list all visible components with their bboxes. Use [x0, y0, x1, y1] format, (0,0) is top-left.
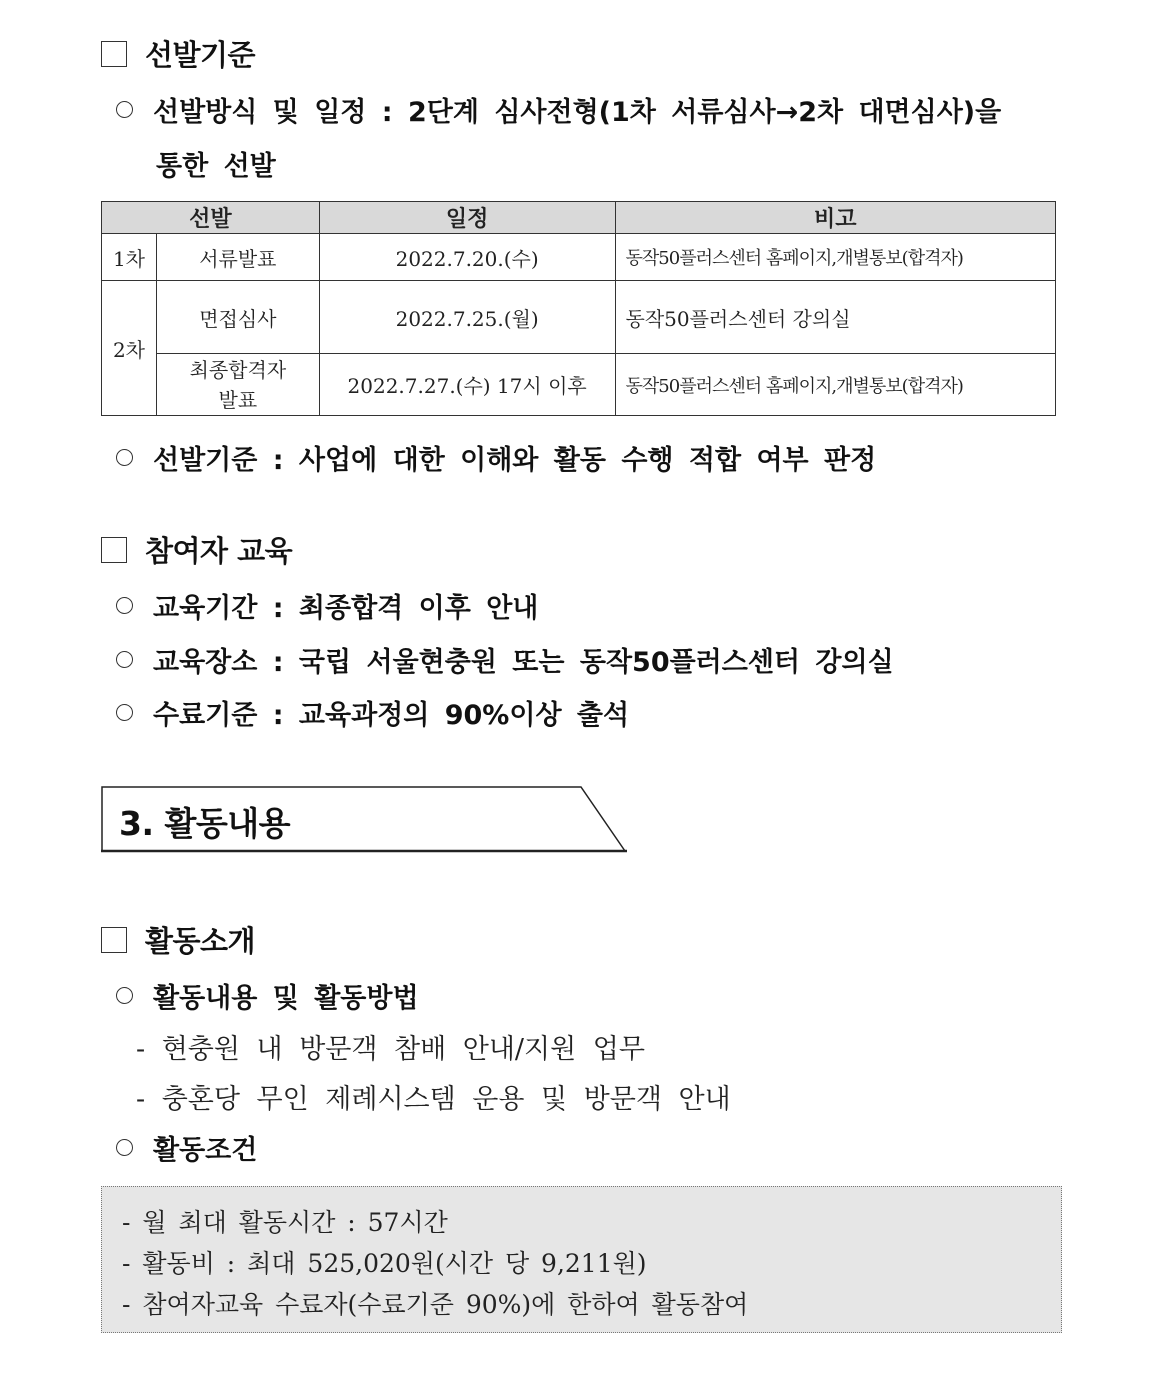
education-item-text: 교육장소 : 국립 서울현충원 또는 동작50플러스센터 강의실 — [153, 647, 894, 678]
circle-bullet-icon — [116, 1139, 133, 1156]
activity-content-title: 활동내용 및 활동방법 — [153, 983, 419, 1014]
section-activity-heading — [101, 919, 255, 960]
round-cell: 1차 — [102, 234, 157, 281]
circle-bullet-icon — [116, 597, 133, 614]
stage-line-1: 최종합격자 — [189, 357, 287, 382]
education-item-text: 교육기간 : 최종합격 이후 안내 — [153, 593, 539, 624]
chapter-banner — [101, 786, 627, 852]
stage-cell: 서류발표 — [156, 234, 319, 281]
header-schedule: 일정 — [319, 202, 615, 234]
square-bullet-icon — [101, 927, 127, 953]
circle-bullet-icon — [116, 101, 133, 118]
section-title: 참여자 교육 — [145, 534, 293, 568]
chapter-title: 3. 활동내용 — [119, 804, 290, 843]
note-cell: 동작50플러스센터 홈페이지,개별통보(합격자) — [615, 234, 1055, 281]
square-bullet-icon — [101, 537, 127, 563]
activity-content-detail: - 충혼당 무인 제례시스템 운용 및 방문객 안내 — [136, 1084, 731, 1115]
note-cell: 동작50플러스센터 홈페이지,개별통보(합격자) — [615, 354, 1055, 416]
header-selection: 선발 — [102, 202, 320, 234]
date-cell: 2022.7.25.(월) — [319, 281, 615, 354]
section-education-heading — [101, 529, 292, 570]
conditions-box — [101, 1186, 1062, 1333]
circle-bullet-icon — [116, 651, 133, 668]
table-row — [102, 234, 1056, 281]
header-note: 비고 — [615, 202, 1055, 234]
circle-bullet-icon — [116, 987, 133, 1004]
activity-conditions-item — [116, 1128, 257, 1167]
circle-bullet-icon — [116, 704, 133, 721]
square-bullet-icon — [101, 41, 127, 67]
selection-criteria-item — [116, 438, 876, 477]
round-cell: 2차 — [102, 281, 157, 416]
date-cell: 2022.7.27.(수) 17시 이후 — [319, 354, 615, 416]
selection-method-continuation: 통한 선발 — [156, 151, 276, 182]
education-item — [116, 693, 629, 732]
condition-line: - 활동비 : 최대 525,020원(시간 당 9,211원) — [122, 1249, 647, 1278]
note-cell: 동작50플러스센터 강의실 — [615, 281, 1055, 354]
education-item-text: 수료기준 : 교육과정의 90%이상 출석 — [153, 700, 630, 731]
activity-content-detail: - 현충원 내 방문객 참배 안내/지원 업무 — [136, 1034, 645, 1065]
table-header-row — [102, 202, 1056, 234]
selection-criteria-text: 선발기준 : 사업에 대한 이해와 활동 수행 적합 여부 판정 — [153, 445, 877, 476]
section-title: 활동소개 — [145, 924, 256, 958]
section-title: 선발기준 — [145, 38, 256, 72]
table-row — [102, 354, 1056, 416]
selection-schedule-table — [101, 201, 1056, 416]
stage-cell: 면접심사 — [156, 281, 319, 354]
condition-line: - 참여자교육 수료자(수료기준 90%)에 한하여 활동참여 — [122, 1290, 749, 1319]
stage-cell — [156, 354, 319, 416]
date-cell: 2022.7.20.(수) — [319, 234, 615, 281]
stage-line-2: 발표 — [218, 387, 258, 412]
section-selection-heading — [101, 33, 255, 74]
table-row — [102, 281, 1056, 354]
circle-bullet-icon — [116, 449, 133, 466]
activity-content-item — [116, 976, 419, 1015]
activity-conditions-title: 활동조건 — [153, 1135, 258, 1166]
condition-line: - 월 최대 활동시간 : 57시간 — [122, 1208, 448, 1237]
selection-method-text: 선발방식 및 일정 : 2단계 심사전형(1차 서류심사→2차 대면심사)을 — [153, 97, 1002, 128]
education-item — [116, 640, 894, 679]
education-item — [116, 586, 538, 625]
selection-method-item — [116, 90, 1001, 129]
